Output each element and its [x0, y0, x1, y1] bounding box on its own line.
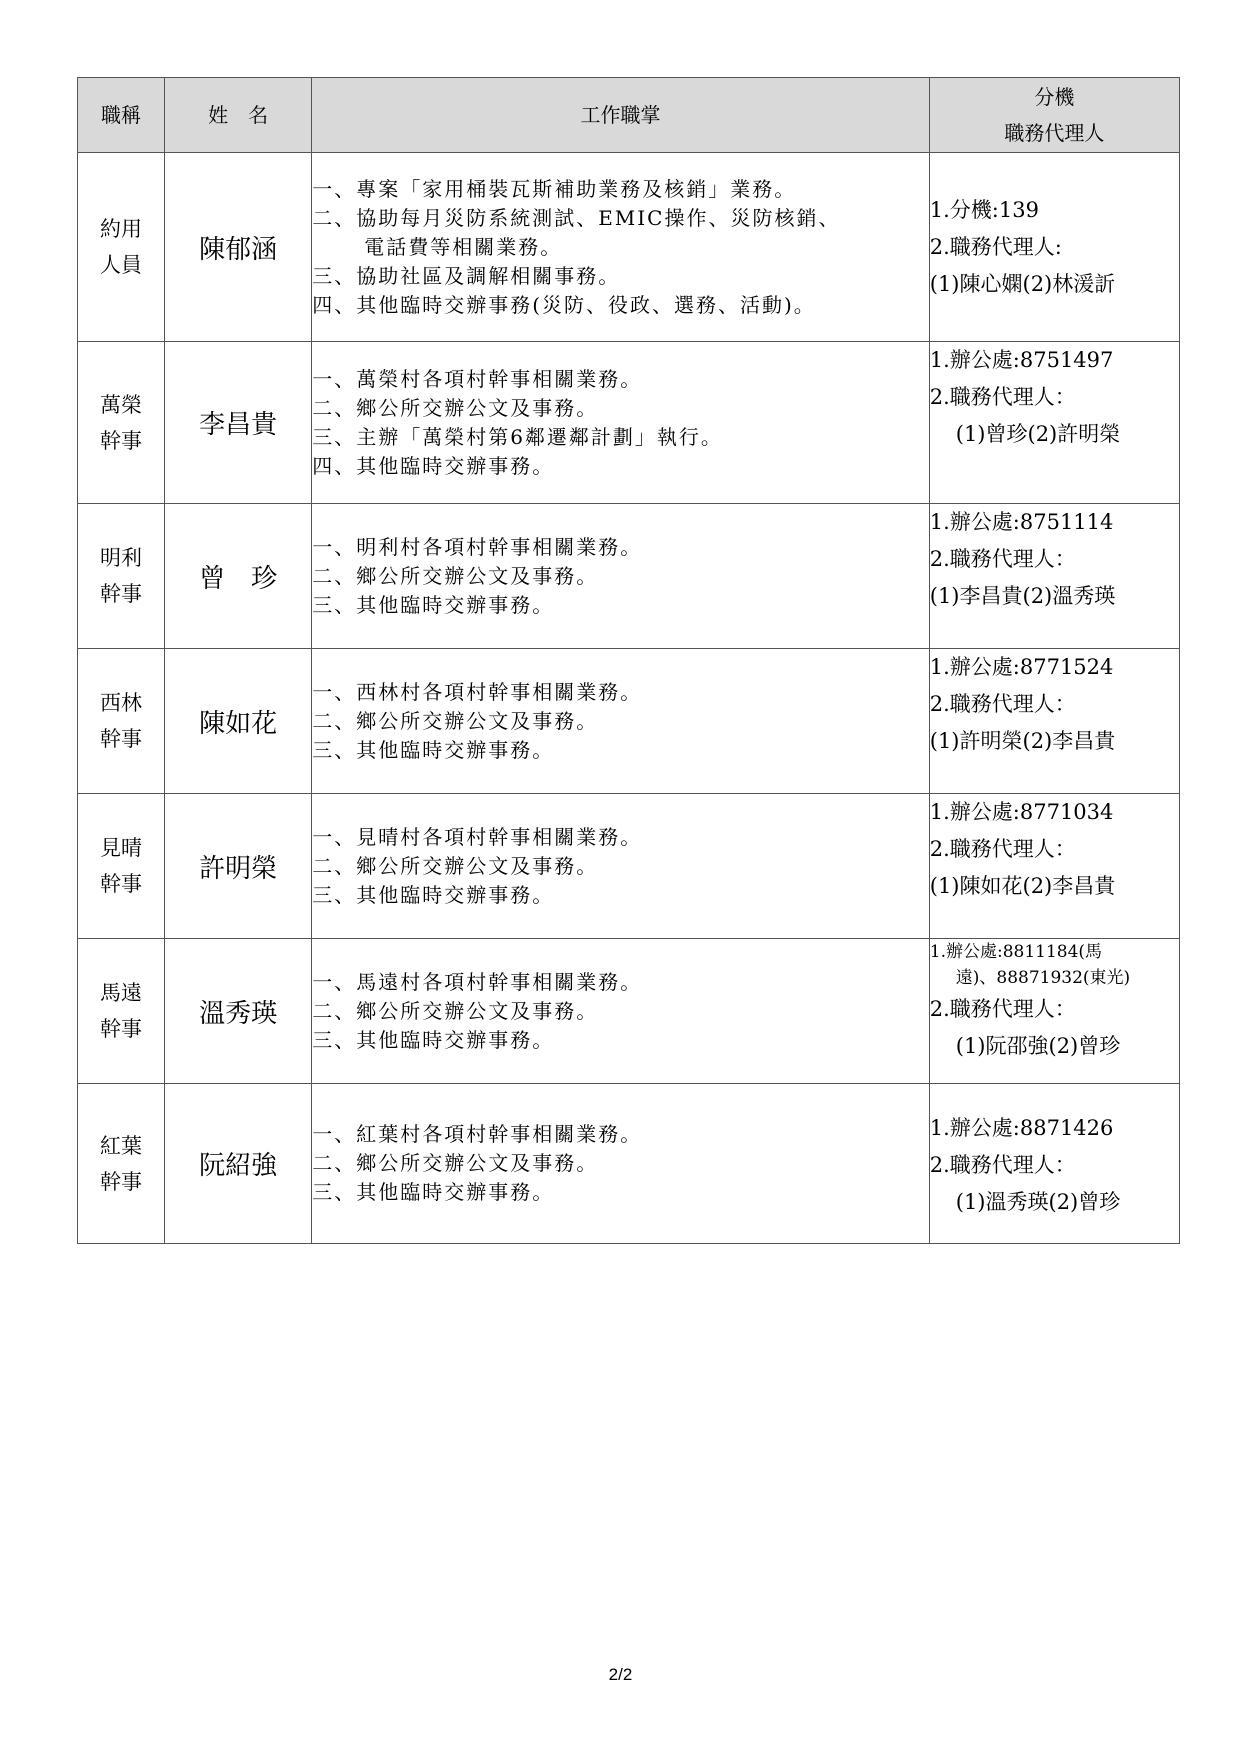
- ext-number: 1.辦公處:8751114: [929, 510, 1114, 534]
- deputy-label: 2.職務代理人：: [929, 385, 1076, 409]
- table-row: [78, 649, 1180, 794]
- job-title: 紅葉 幹事: [78, 1084, 165, 1244]
- header-title: 職稱: [78, 78, 165, 153]
- ext-deputy: [929, 939, 1179, 1084]
- ext-number: 1.辦公處:8811184(馬: [929, 942, 1103, 962]
- deputy-label: 2.職務代理人：: [929, 1153, 1076, 1177]
- duty-item: 三、主辦「萬榮村第6鄰遷鄰計劃」執行。: [312, 424, 723, 449]
- job-title: 明利 幹事: [78, 504, 165, 649]
- ext-number: 1.辦公處:8871426: [929, 1116, 1114, 1140]
- duty-item: 四、其他臨時交辦事務(災防、役政、選務、活動)。: [312, 292, 816, 317]
- duty-item: 四、其他臨時交辦事務。: [312, 453, 555, 478]
- header-ext-line1: 分機: [1034, 85, 1075, 109]
- ext-deputy: [929, 504, 1179, 649]
- duty-item: 三、其他臨時交辦事務。: [312, 1027, 555, 1052]
- deputy-label: 2.職務代理人：: [929, 837, 1076, 861]
- table-row: [78, 504, 1180, 649]
- job-title: 約用 人員: [78, 153, 165, 342]
- duty-item: 三、其他臨時交辦事務。: [312, 882, 555, 907]
- duty-item: 二、鄉公所交辦公文及事務。: [312, 708, 599, 733]
- ext-deputy: [929, 649, 1179, 794]
- duty-item: 一、西林村各項村幹事相關業務。: [312, 679, 643, 704]
- duty-item: 二、鄉公所交辦公文及事務。: [312, 998, 599, 1023]
- header-row: [78, 78, 1180, 153]
- header-duties: 工作職掌: [312, 78, 930, 153]
- ext-number: 1.辦公處:8771524: [929, 655, 1114, 679]
- staff-name: 許明榮: [165, 794, 312, 939]
- duty-item: 一、馬遠村各項村幹事相關業務。: [312, 969, 643, 994]
- deputy-label: 2.職務代理人：: [929, 997, 1076, 1021]
- duty-list: [312, 1084, 930, 1244]
- duty-item: 二、鄉公所交辦公文及事務。: [312, 853, 599, 878]
- ext-deputy: [929, 794, 1179, 939]
- duty-item: 三、協助社區及調解相關事務。: [312, 263, 621, 288]
- deputy-names: (1)曾珍(2)許明榮: [955, 422, 1121, 446]
- page-number: 2/2: [608, 1665, 633, 1684]
- deputy-names: (1)李昌貴(2)溫秀瑛: [929, 584, 1116, 608]
- job-title: 西林 幹事: [78, 649, 165, 794]
- duty-item: 一、明利村各項村幹事相關業務。: [312, 534, 643, 559]
- duty-list: [312, 649, 930, 794]
- table-row: [78, 794, 1180, 939]
- duty-list: [312, 939, 930, 1084]
- duty-list: [312, 153, 930, 342]
- duty-list: [312, 794, 930, 939]
- ext-deputy: [929, 153, 1179, 342]
- table-row: [78, 342, 1180, 504]
- deputy-names: (1)許明榮(2)李昌貴: [929, 729, 1116, 753]
- ext-number: 1.分機:139: [929, 197, 1039, 222]
- duty-item: 二、鄉公所交辦公文及事務。: [312, 563, 599, 588]
- ext-number: 1.辦公處:8751497: [929, 348, 1114, 372]
- deputy-names: (1)陳心嫻(2)林湲訢: [929, 271, 1116, 296]
- duty-item: 三、其他臨時交辦事務。: [312, 737, 555, 762]
- table-row: [78, 1084, 1180, 1244]
- duty-item: 三、其他臨時交辦事務。: [312, 1180, 555, 1204]
- job-title: 馬遠 幹事: [78, 939, 165, 1084]
- staff-name: 陳如花: [165, 649, 312, 794]
- staff-name: 曾 珍: [165, 504, 312, 649]
- header-ext: [929, 78, 1179, 153]
- duty-list: [312, 504, 930, 649]
- duty-item: 一、專案「家用桶裝瓦斯補助業務及核銷」業務。: [312, 176, 797, 201]
- deputy-label: 2.職務代理人：: [929, 692, 1076, 716]
- staff-name: 阮紹強: [165, 1084, 312, 1244]
- ext-number-cont: 遠)、88871932(東光): [955, 968, 1131, 988]
- table-row: [78, 153, 1180, 342]
- duty-table: [77, 77, 1180, 1244]
- staff-name: 李昌貴: [165, 342, 312, 504]
- deputy-names: (1)陳如花(2)李昌貴: [929, 874, 1116, 898]
- duty-list: [312, 342, 930, 504]
- deputy-label: 2.職務代理人：: [929, 547, 1076, 571]
- deputy-label: 2.職務代理人:: [929, 234, 1062, 259]
- table-row: [78, 939, 1180, 1084]
- job-title: 見晴 幹事: [78, 794, 165, 939]
- duty-item: 一、見晴村各項村幹事相關業務。: [312, 824, 643, 849]
- duty-item: 三、其他臨時交辦事務。: [312, 592, 555, 617]
- staff-name: 溫秀瑛: [165, 939, 312, 1084]
- duty-item: 電話費等相關業務。: [364, 234, 563, 259]
- staff-name: 陳郁涵: [165, 153, 312, 342]
- job-title: 萬榮 幹事: [78, 342, 165, 504]
- deputy-names: (1)溫秀瑛(2)曾珍: [955, 1190, 1121, 1214]
- duty-item: 一、紅葉村各項村幹事相關業務。: [312, 1122, 643, 1146]
- duty-item: 二、鄉公所交辦公文及事務。: [312, 1151, 599, 1175]
- header-name: 姓 名: [165, 78, 312, 153]
- ext-deputy: [929, 1084, 1179, 1244]
- duty-item: 一、萬榮村各項村幹事相關業務。: [312, 366, 643, 391]
- duty-item: 二、協助每月災防系統測試、EMIC操作、災防核銷、: [312, 205, 841, 230]
- duty-item: 二、鄉公所交辦公文及事務。: [312, 395, 599, 420]
- header-ext-line2: 職務代理人: [1004, 121, 1105, 145]
- ext-number: 1.辦公處:8771034: [929, 800, 1114, 824]
- deputy-names: (1)阮邵強(2)曾珍: [955, 1034, 1121, 1058]
- ext-deputy: [929, 342, 1179, 504]
